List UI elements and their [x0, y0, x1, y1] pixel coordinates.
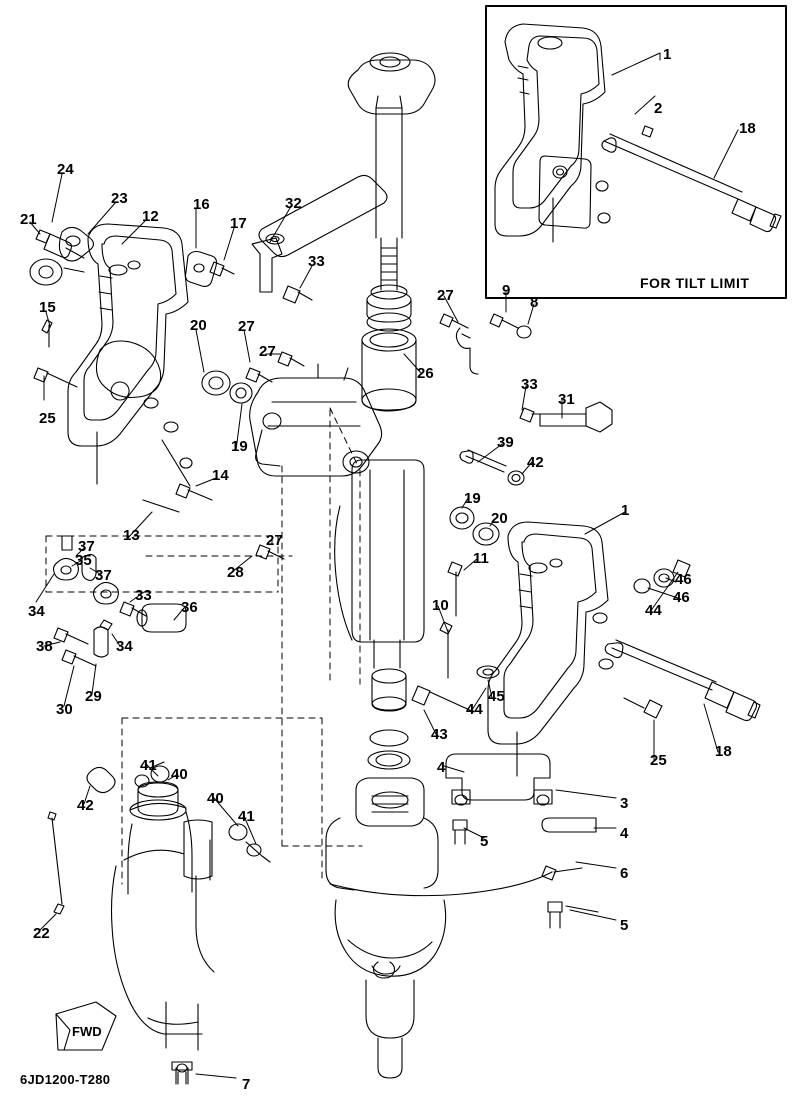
callout-number: 46	[675, 571, 692, 588]
callout-number: 44	[645, 602, 662, 619]
callout-number: 15	[39, 299, 56, 316]
callout-number: 28	[227, 564, 244, 581]
callout-number: 32	[285, 195, 302, 212]
callout-number: 33	[521, 376, 538, 393]
callout-number: 27	[238, 318, 255, 335]
callout-number: 44	[466, 701, 483, 718]
callout-number: 4	[620, 825, 629, 842]
callout-number: 1	[621, 502, 630, 519]
inset-title: FOR TILT LIMIT	[640, 275, 750, 291]
callout-number: 18	[715, 743, 732, 760]
callout-number: 37	[78, 538, 95, 555]
callout-number: 16	[193, 196, 210, 213]
callout-number: 27	[437, 287, 454, 304]
callout-number: 19	[464, 490, 481, 507]
callout-number: 25	[650, 752, 667, 769]
callout-number: 33	[308, 253, 325, 270]
callout-number: 24	[57, 161, 74, 178]
callout-number: 11	[473, 550, 489, 567]
callout-number: 29	[85, 688, 102, 705]
callout-number: 23	[111, 190, 128, 207]
callout-number: 10	[432, 597, 449, 614]
callout-number: 8	[530, 294, 539, 311]
callout-number: 39	[497, 434, 514, 451]
callout-number: 5	[620, 917, 629, 934]
callout-number: 18	[739, 120, 756, 137]
callout-number: 33	[135, 587, 152, 604]
callout-number: 1	[663, 46, 672, 63]
callout-number: 13	[123, 527, 140, 544]
callout-number: 14	[212, 467, 229, 484]
callout-number: 35	[75, 552, 92, 569]
callout-number: 40	[171, 766, 188, 783]
callout-number: 12	[142, 208, 159, 225]
callout-number: 41	[140, 757, 157, 774]
callout-number: 2	[654, 100, 663, 117]
callout-number: 7	[242, 1076, 251, 1093]
callout-number: 22	[33, 925, 50, 942]
callout-number: 26	[417, 365, 434, 382]
callout-number: 42	[77, 797, 94, 814]
callout-number: 42	[527, 454, 544, 471]
callout-number: 46	[673, 589, 690, 606]
fwd-marker: FWD	[72, 1024, 102, 1039]
callout-number: 9	[502, 282, 511, 299]
callout-number: 21	[20, 211, 37, 228]
callout-number: 45	[488, 688, 505, 705]
callout-number: 17	[230, 215, 247, 232]
callout-number: 25	[39, 410, 56, 427]
part-code: 6JD1200-T280	[20, 1072, 111, 1087]
callout-number: 36	[181, 599, 198, 616]
callout-number: 34	[116, 638, 133, 655]
callout-number: 20	[491, 510, 508, 527]
callout-number: 38	[36, 638, 53, 655]
callout-number: 20	[190, 317, 207, 334]
callout-number: 43	[431, 726, 448, 743]
callout-number: 27	[259, 343, 276, 360]
callout-number: 6	[620, 865, 629, 882]
callout-number: 30	[56, 701, 73, 718]
callout-number: 37	[95, 567, 112, 584]
callout-number: 34	[28, 603, 45, 620]
callout-number: 19	[231, 438, 248, 455]
callout-number: 27	[266, 532, 283, 549]
callout-number: 4	[437, 759, 446, 776]
callout-number: 3	[620, 795, 629, 812]
callout-number: 41	[238, 808, 255, 825]
callout-number: 5	[480, 833, 489, 850]
callout-number: 31	[558, 391, 575, 408]
callout-number: 40	[207, 790, 224, 807]
